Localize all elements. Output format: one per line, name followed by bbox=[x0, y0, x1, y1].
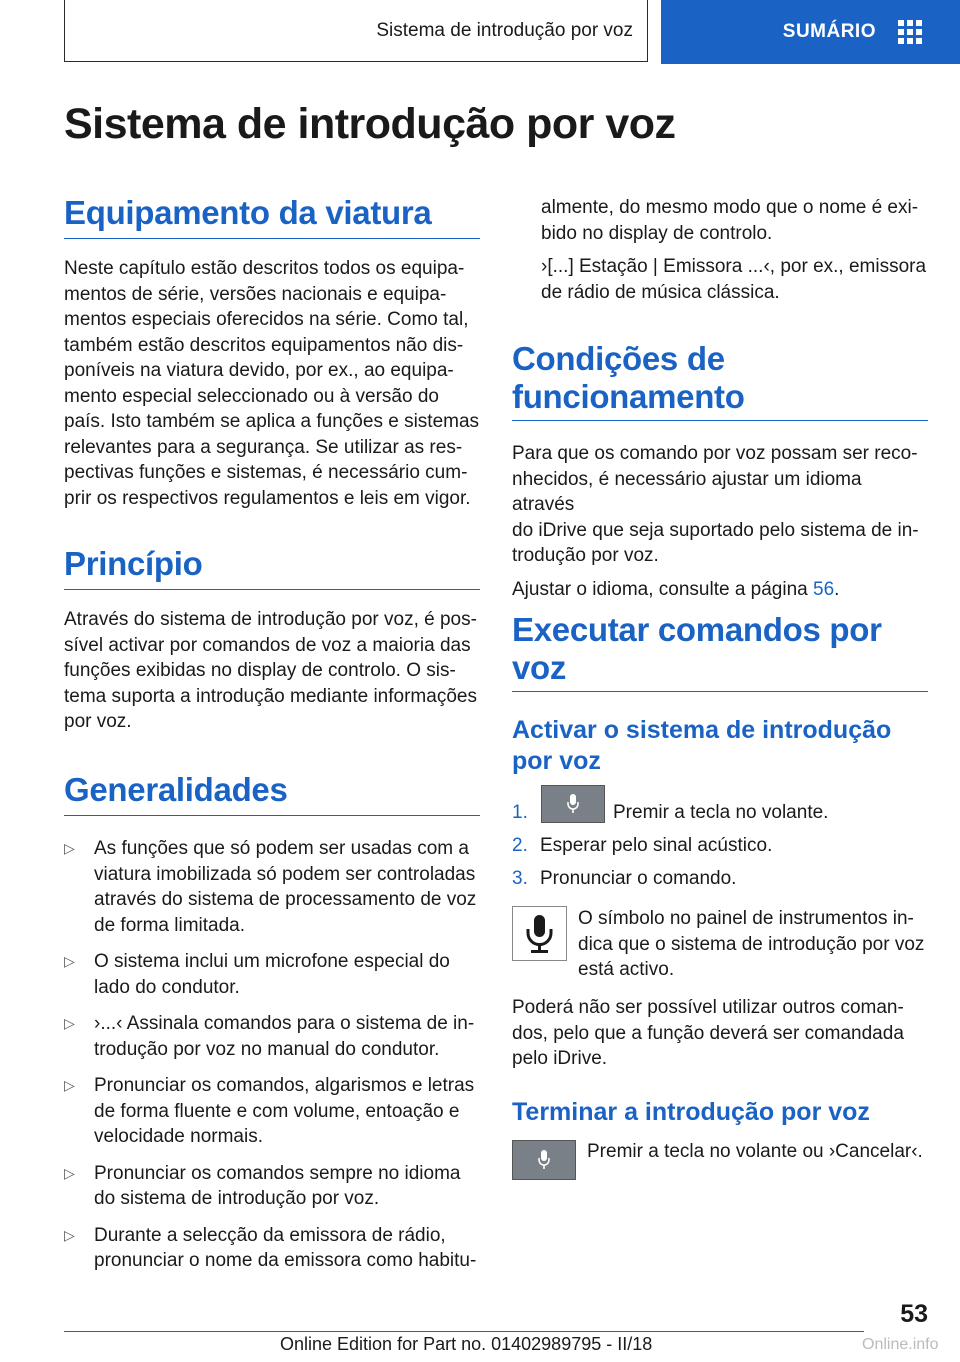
step-text: Esperar pelo sinal acústico. bbox=[540, 835, 773, 856]
step-item bbox=[512, 833, 928, 858]
list-item: ▷ O sistema inclui um microfone especial do lado do condutor. bbox=[64, 951, 450, 998]
step-number: 2. bbox=[512, 835, 528, 856]
text-line: almente, do mesmo modo que o nome é exi- bbox=[541, 197, 919, 218]
text-line: funções exibidas no display de controlo. O sis- bbox=[64, 660, 456, 681]
text-line: Poderá não ser possível utilizar outros coman- bbox=[512, 997, 904, 1018]
list-item: ▷ Pronunciar os comandos, algarismos e letras de forma fluente e com volume, entoação e velocidade normais. bbox=[64, 1075, 475, 1147]
text-line: mentos especiais oferecidos na série. Como tal, bbox=[64, 309, 469, 330]
triangle-bullet-icon: ▷ bbox=[64, 840, 75, 856]
step-number: 3. bbox=[512, 868, 528, 889]
step-number: 1. bbox=[512, 802, 528, 823]
voice-button-image bbox=[512, 1140, 576, 1180]
edition-info: Online Edition for Part no. 01402989795 - II/18 bbox=[280, 1334, 653, 1354]
text-line: ›[...] Estação | Emissora ...‹, por ex., emissora bbox=[541, 256, 927, 277]
contents-button[interactable] bbox=[661, 0, 960, 64]
conditions-text bbox=[512, 441, 928, 602]
triangle-bullet-icon: ▷ bbox=[64, 953, 75, 969]
note-text bbox=[512, 995, 928, 1072]
terminate-heading: Terminar a introdução por voz bbox=[512, 1098, 870, 1126]
text-line: Premir a tecla no volante ou ›Cancelar‹. bbox=[587, 1141, 923, 1162]
text-line: país. Isto também se aplica a funções e sistemas bbox=[64, 411, 480, 432]
triangle-bullet-icon: ▷ bbox=[64, 1015, 75, 1031]
microphone-icon bbox=[513, 907, 566, 960]
text-line: trodução por voz. bbox=[512, 545, 659, 566]
text-line: prir os respectivos regulamentos e leis em vigor. bbox=[64, 487, 471, 509]
text-line: sível activar por comandos de voz a maioria das bbox=[64, 634, 471, 656]
text-line: O símbolo no painel de instrumentos in- bbox=[578, 908, 914, 929]
principle-heading: Princípio bbox=[64, 545, 480, 590]
text-line: dos, pelo que a função deverá ser comandada bbox=[512, 1022, 904, 1044]
general-list bbox=[64, 836, 480, 1274]
text-line: tema suporta a introdução mediante informações bbox=[64, 685, 477, 707]
microphone-icon bbox=[537, 1149, 551, 1171]
symbol-description bbox=[578, 906, 930, 983]
list-item: ▷ Durante a selecção da emissora de rádio, pronunciar o nome da emissora como habitu- bbox=[64, 1224, 477, 1271]
activate-section bbox=[512, 715, 928, 777]
activate-heading: Activar o sistema de introdução por voz bbox=[512, 716, 892, 775]
text-line: Neste capítulo estão descritos todos os equipa- bbox=[64, 258, 465, 279]
principle-text bbox=[64, 607, 480, 735]
conditions-heading: Condições de funcionamento bbox=[512, 340, 928, 421]
text-line: pectivas funções e sistemas, é necessário cum- bbox=[64, 462, 468, 483]
text-line: relevantes para a segurança. Se utilizar as res- bbox=[64, 436, 463, 458]
text-line: de rádio de música clássica. bbox=[541, 281, 780, 303]
triangle-bullet-icon: ▷ bbox=[64, 1164, 75, 1181]
language-reference: Ajustar o idioma, consulte a página 56. bbox=[512, 578, 840, 600]
section-tab bbox=[64, 0, 648, 62]
text-line: mento especial seleccionado ou à versão do bbox=[64, 385, 439, 407]
list-item: ▷ Pronunciar os comandos sempre no idioma do sistema de introdução por voz. bbox=[64, 1162, 461, 1209]
text-line: também estão descritos equipamentos não dis- bbox=[64, 334, 464, 356]
equipment-heading: Equipamento da viatura bbox=[64, 194, 480, 239]
list-item: ▷ As funções que só podem ser usadas com a viatura imobilizada só podem ser controladas através do sistema de processamento de voz de forma limitada. bbox=[64, 838, 477, 936]
step-item bbox=[512, 800, 928, 825]
contents-label: SUMÁRIO bbox=[782, 21, 876, 42]
principle-section bbox=[64, 545, 480, 735]
step-text: Pronunciar o comando. bbox=[540, 868, 737, 889]
terminate-section bbox=[512, 1097, 928, 1128]
text-line: poníveis na viatura devido, por ex., ao equipa- bbox=[64, 360, 454, 381]
active-voice-symbol bbox=[512, 906, 567, 961]
grid-icon bbox=[898, 20, 922, 44]
general-heading: Generalidades bbox=[64, 771, 480, 816]
text-line: mentos de série, versões nacionais e equipa- bbox=[64, 283, 447, 305]
text-line: dica que o sistema de introdução por voz bbox=[578, 933, 925, 955]
text-line: Para que os comando por voz possam ser reco- bbox=[512, 443, 918, 464]
text-line: Através do sistema de introdução por voz, é pos- bbox=[64, 609, 477, 630]
page-number: 53 bbox=[900, 1300, 928, 1328]
list-item: ▷ ›...‹ Assinala comandos para o sistema de in- trodução por voz no manual do condutor. bbox=[64, 1013, 475, 1060]
text-line: está activo. bbox=[578, 959, 675, 980]
step-text: Premir a tecla no volante. bbox=[613, 802, 829, 823]
text-line: bido no display de controlo. bbox=[541, 222, 773, 244]
terminate-text bbox=[587, 1139, 932, 1165]
execute-heading: Executar comandos por voz bbox=[512, 611, 928, 692]
page-link[interactable]: 56 bbox=[813, 578, 835, 600]
text-line: do iDrive que seja suportado pelo sistema de in- bbox=[512, 519, 919, 541]
footer-divider bbox=[64, 1331, 864, 1332]
text-line: por voz. bbox=[64, 711, 132, 732]
equipment-section bbox=[64, 194, 480, 511]
triangle-bullet-icon: ▷ bbox=[64, 1077, 75, 1093]
section-title: Sistema de introdução por voz bbox=[376, 19, 633, 41]
page-title: Sistema de introdução por voz bbox=[64, 100, 676, 148]
continuation-text bbox=[541, 195, 931, 305]
equipment-text bbox=[64, 256, 480, 511]
conditions-section bbox=[512, 340, 928, 602]
general-section bbox=[64, 771, 480, 1285]
triangle-bullet-icon: ▷ bbox=[64, 1226, 75, 1243]
text-line: pelo iDrive. bbox=[512, 1048, 608, 1069]
execute-section bbox=[512, 611, 928, 692]
text-line: nhecidos, é necessário ajustar um idioma através bbox=[512, 468, 862, 515]
step-item bbox=[512, 866, 928, 891]
watermark: Online.info bbox=[862, 1336, 939, 1353]
